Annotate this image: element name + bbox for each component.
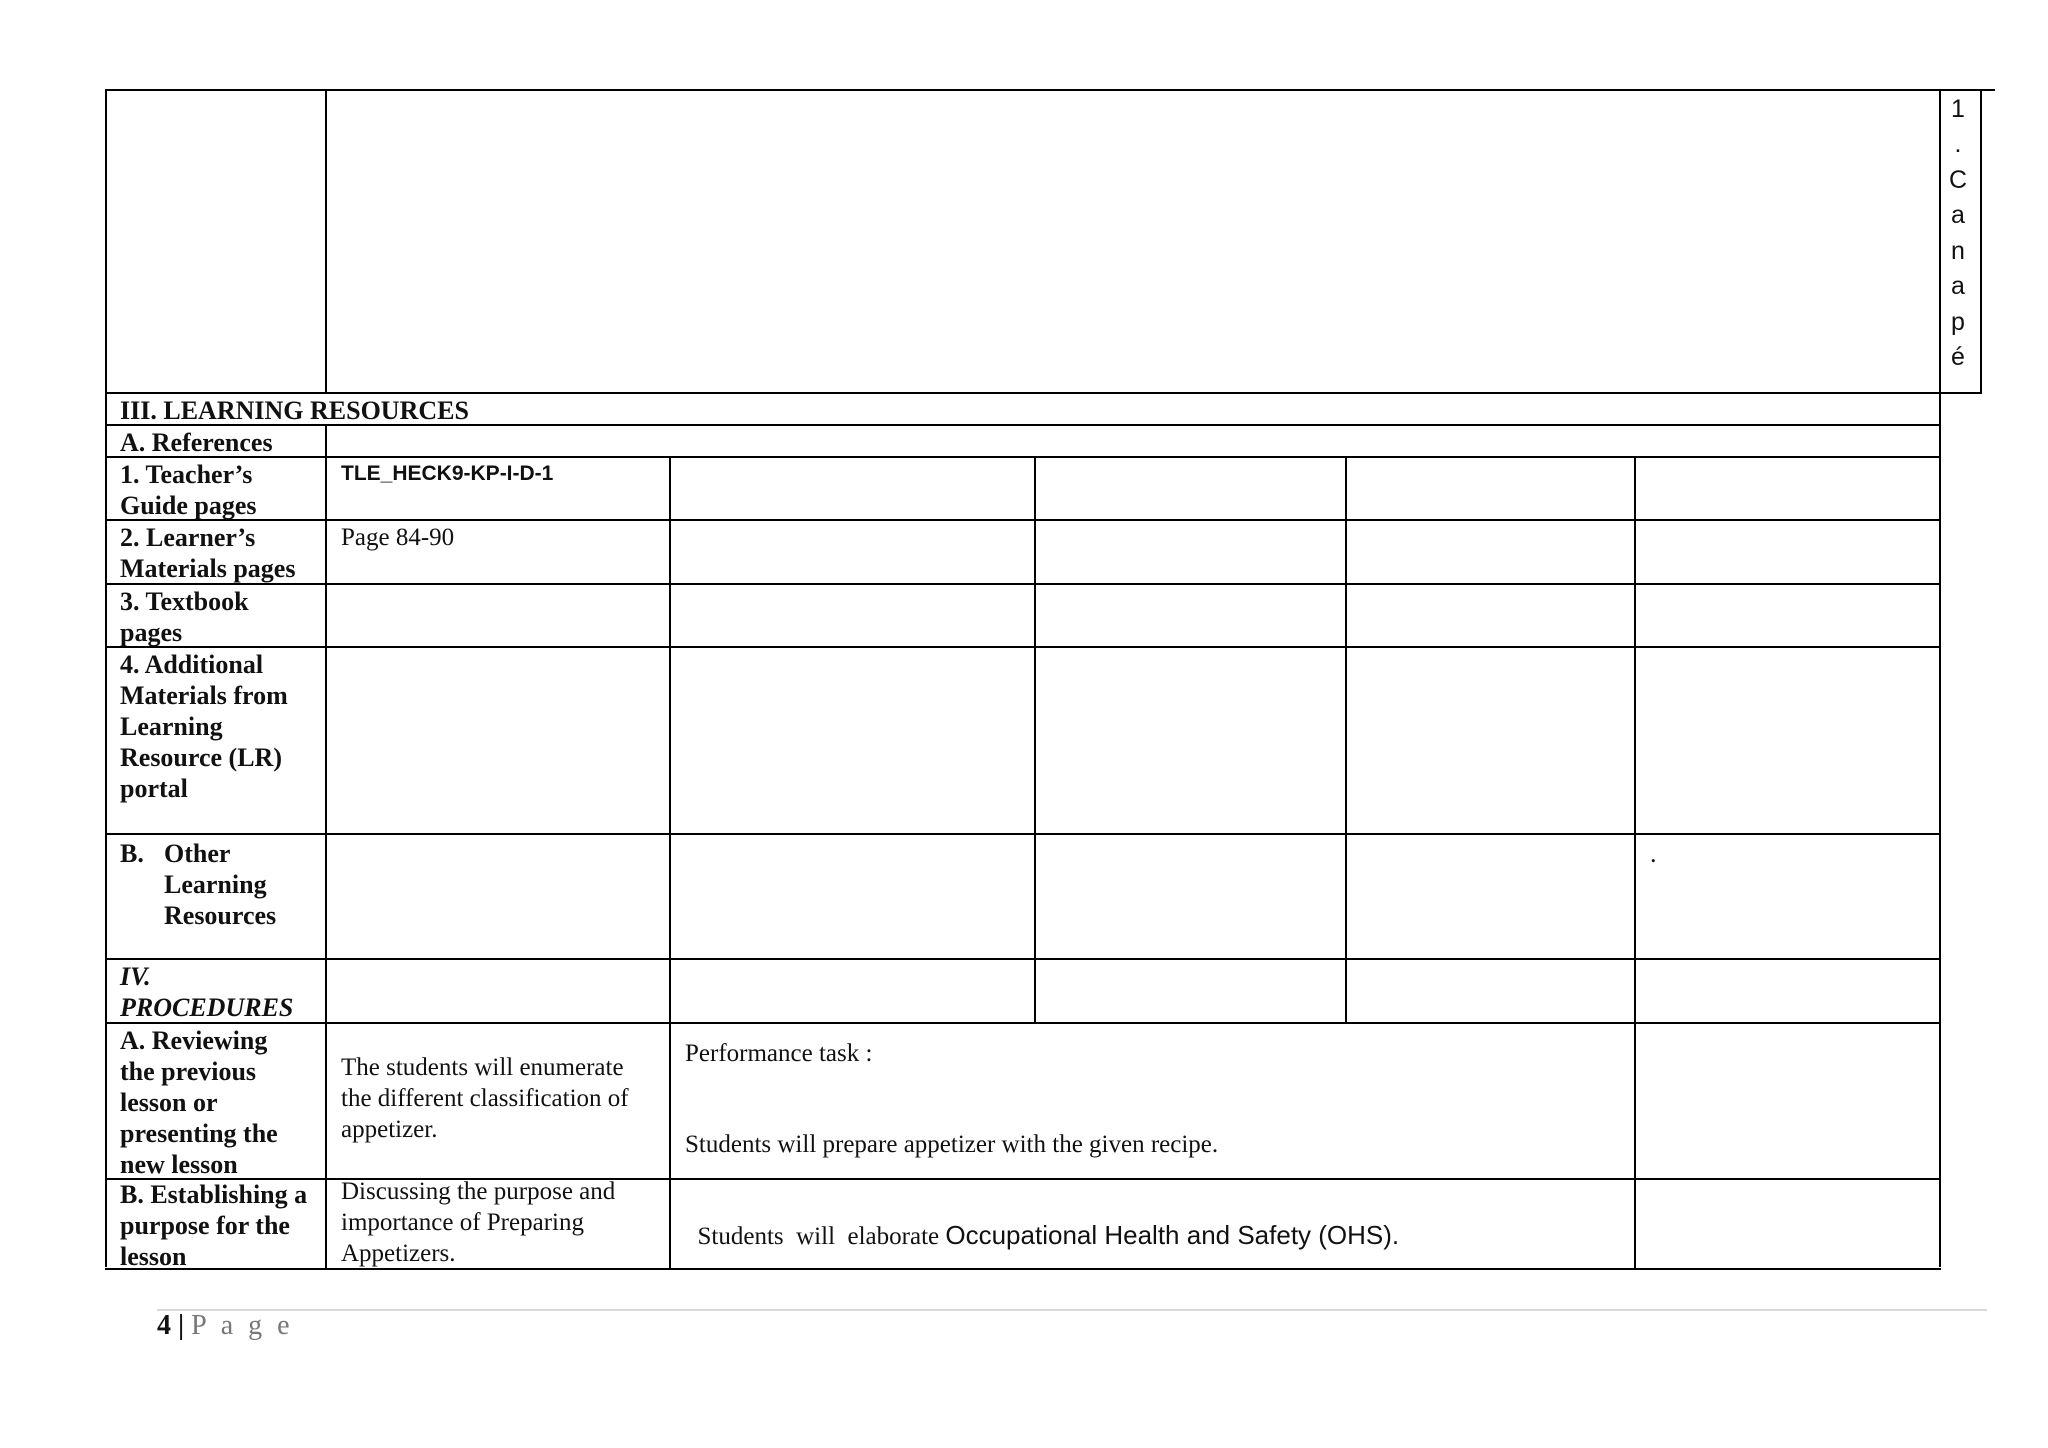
reviewing-day1 [327,1050,669,1145]
label-line: Guide pages [120,491,257,520]
label-line: 4. Additional [120,650,264,679]
side-letter: 1 [1951,95,1965,123]
table-border [105,583,1941,585]
table-border [105,1022,1941,1024]
procedures-label [107,959,325,1023]
table-border [105,833,1941,835]
text-line: The students will enumerate [341,1054,624,1081]
label-line: lesson or [120,1088,218,1117]
footer-separator: | [171,1310,192,1341]
learners-materials-label [107,520,325,584]
label-line: new lesson [120,1150,238,1179]
label-line: A. Reviewing [120,1026,268,1055]
label-line: Resource (LR) [120,743,282,772]
table-border [105,456,1941,458]
references-label: A. References [120,428,273,457]
label-line: Resources [164,901,277,930]
label-line: B. Establishing a [120,1180,308,1209]
label-line: Learning [164,870,267,899]
page-number: 4 [157,1310,171,1341]
page-footer [157,1310,294,1342]
side-letter: a [1951,201,1965,229]
page-word: P a g e [191,1310,294,1341]
learners-materials-value: Page 84-90 [341,524,455,551]
reviewing-label [107,1023,325,1180]
purpose-elaborate [671,1187,1631,1252]
table-border [1034,456,1036,1023]
label-line: pages [120,618,183,647]
table-border [105,958,1941,960]
table-border [105,89,1995,91]
side-letter: p [1951,308,1965,336]
list-marker: B. [120,839,144,868]
label-line: PROCEDURES [120,993,294,1022]
side-letter: é [1951,343,1965,371]
table-border [105,646,1941,648]
performance-task-title: Performance task : [685,1040,873,1067]
additional-materials-label [107,647,325,804]
side-letter: n [1951,237,1965,265]
performance-task-desc: Students will prepare appetizer with the given recipe. [685,1131,1219,1158]
table-border [1980,89,1982,393]
label-line: 3. Textbook [120,587,249,616]
elaborate-prefix: Students will elaborate [697,1223,946,1250]
text-line: importance of Preparing [341,1209,584,1236]
table-border [325,89,327,393]
elaborate-topic: Occupational Health and Safety (OHS). [945,1220,1400,1250]
side-letter: C [1948,166,1968,194]
section-title: III. LEARNING RESOURCES [120,396,469,425]
text-line: Appetizers. [341,1240,456,1267]
label-line: purpose for the [120,1211,290,1240]
text-line: Discussing the purpose and [341,1178,616,1205]
text-line: appetizer. [341,1116,438,1143]
label-line: 2. Learner’s [120,523,256,552]
footer-divider [157,1309,1987,1311]
table-border [1939,392,1982,394]
table-border [1345,456,1347,1023]
label-line: Materials pages [120,554,296,583]
label-text: Other [164,839,231,868]
side-letter: . [1954,130,1962,158]
side-letter: a [1951,272,1965,300]
textbook-label [107,584,325,648]
label-line [120,838,325,869]
label-line: Materials from [120,681,288,710]
label-line: 1. Teacher’s [120,460,253,489]
text-line: the different classification of [341,1085,629,1112]
label-line: portal [120,774,188,803]
label-line: IV. [120,962,151,991]
teachers-guide-label [107,457,325,521]
other-resources-dot: . [1650,839,1657,868]
purpose-day1 [327,1174,669,1269]
label-line: lesson [120,1242,187,1271]
label-line: the previous [120,1057,257,1086]
teachers-guide-value: TLE_HECK9-KP-I-D-1 [341,462,554,485]
label-line: Learning [120,712,223,741]
label-line: presenting the [120,1119,278,1148]
other-resources-label [107,836,325,931]
purpose-label [107,1177,325,1272]
